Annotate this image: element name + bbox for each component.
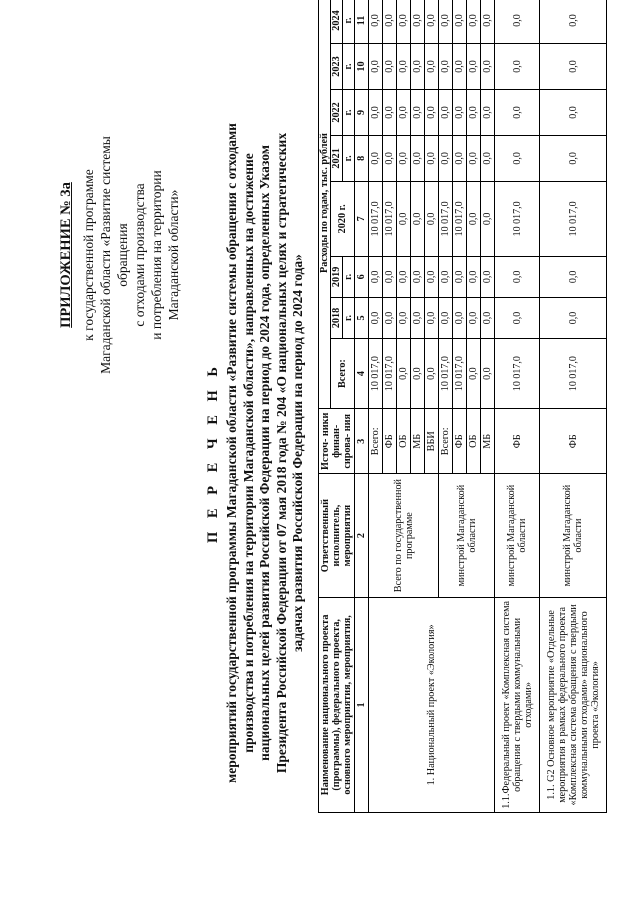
appendix-line-3: обращения [115,223,130,287]
value-cell: 0,0 [397,44,411,90]
value-cell: 0,0 [481,135,495,181]
col-header-total: Всего: [331,339,355,409]
source-cell: Всего: [439,409,453,474]
col-header-source: Источ- ники финан- сирова- ния [319,409,355,474]
source-cell: Всего: [369,409,383,474]
value-cell: 0,0 [411,297,425,338]
value-cell: 0,0 [369,44,383,90]
col-header-year-suffix: г. [343,256,355,297]
federal-project-name-cell: 1.1.Федеральный проект «Комплексная система обращения с твердыми коммунальными отходами» [495,597,540,812]
value-cell: 0,0 [453,297,467,338]
value-cell: 0,0 [540,135,607,181]
col-header-year-2019: 2019 [331,256,343,297]
value-cell: 0,0 [495,135,540,181]
value-cell: 0,0 [467,181,481,256]
value-cell: 0,0 [467,89,481,135]
appendix-title: ПРИЛОЖЕНИЕ № 3а [58,182,74,328]
col-number: 6 [355,256,369,297]
value-cell: 0,0 [540,44,607,90]
value-cell: 10 017,0 [369,181,383,256]
value-cell: 0,0 [453,89,467,135]
executor-cell: Всего по государственной программе [369,474,439,597]
value-cell: 10 017,0 [495,181,540,256]
value-cell: 10 017,0 [439,339,453,409]
col-header-year-suffix: г. [343,44,355,90]
value-cell: 0,0 [439,44,453,90]
col-header-year-2021: 2021 [331,135,343,181]
col-header-year-2023: 2023 [331,44,343,90]
appendix-line-5: и потребления на территории [149,170,164,340]
col-header-year-suffix: г. [343,89,355,135]
value-cell: 0,0 [369,297,383,338]
project-name-cell: 1. Национальный проект «Экология» [369,597,495,812]
value-cell: 0,0 [425,89,439,135]
col-header-expenses: Расходы по годам, тыс. рублей [319,0,331,409]
source-cell: МБ [411,409,425,474]
col-number: 1 [355,597,369,812]
value-cell: 0,0 [495,0,540,44]
subtitle-line-4: Президента Российской Федерации от 07 мая 2018 года № 204 «О национальных целях и стратегических [273,132,289,774]
value-cell: 10 017,0 [540,339,607,409]
value-cell: 0,0 [383,297,397,338]
value-cell: 0,0 [411,181,425,256]
expenditure-table [318,0,607,813]
col-number: 9 [355,89,369,135]
value-cell: 0,0 [411,89,425,135]
value-cell: 0,0 [369,0,383,44]
subtitle-line-2: производства и потребления на территории Магаданской области», направленных на достижение [240,153,256,753]
appendix-line-2: Магаданской области «Развитие системы [98,136,113,374]
value-cell: 0,0 [383,0,397,44]
value-cell: 0,0 [425,339,439,409]
value-cell: 0,0 [481,297,495,338]
source-cell: ФБ [453,409,467,474]
value-cell: 0,0 [439,89,453,135]
value-cell: 0,0 [411,0,425,44]
value-cell: 0,0 [495,297,540,338]
value-cell: 0,0 [383,44,397,90]
value-cell: 0,0 [467,297,481,338]
appendix-line-6: Магаданской области» [166,189,181,321]
value-cell: 10 017,0 [383,181,397,256]
value-cell: 0,0 [467,44,481,90]
col-number: 2 [355,474,369,597]
subtitle-line-3: национальных целей развития Российской Федерации на период до 2024 года, определенных Указом [257,145,272,761]
appendix-header [58,90,182,420]
value-cell: 0,0 [453,135,467,181]
value-cell: 0,0 [453,44,467,90]
col-number: 5 [355,297,369,338]
source-cell: ВБИ [425,409,439,474]
value-cell: 0,0 [383,256,397,297]
source-cell: ФБ [495,409,540,474]
value-cell: 0,0 [397,181,411,256]
value-cell: 10 017,0 [453,339,467,409]
value-cell: 0,0 [425,181,439,256]
value-cell: 0,0 [425,135,439,181]
value-cell: 0,0 [411,256,425,297]
executor-cell: минстрой Магаданской области [540,474,607,597]
value-cell: 0,0 [369,89,383,135]
value-cell: 0,0 [369,256,383,297]
value-cell: 0,0 [453,0,467,44]
value-cell: 0,0 [397,339,411,409]
value-cell: 0,0 [397,135,411,181]
value-cell: 0,0 [425,44,439,90]
value-cell: 0,0 [439,256,453,297]
value-cell: 0,0 [467,135,481,181]
value-cell: 0,0 [481,339,495,409]
value-cell: 0,0 [467,0,481,44]
col-header-year-2024: 2024 [331,0,343,44]
subtitle-line-5: задачах развития Российской Федерации на период до 2024 года» [290,254,305,652]
value-cell: 0,0 [540,297,607,338]
document-subtitle [224,23,307,883]
value-cell: 0,0 [481,256,495,297]
col-header-year-suffix: г. [343,0,355,44]
col-header-year-2022: 2022 [331,89,343,135]
col-header-year-suffix: г. [343,297,355,338]
value-cell: 0,0 [481,89,495,135]
value-cell: 0,0 [397,297,411,338]
value-cell: 0,0 [425,0,439,44]
value-cell: 0,0 [411,44,425,90]
value-cell: 0,0 [439,135,453,181]
value-cell: 0,0 [453,256,467,297]
value-cell: 0,0 [397,256,411,297]
value-cell: 10 017,0 [540,181,607,256]
value-cell: 10 017,0 [439,181,453,256]
executor-cell: минстрой Магаданской области [439,474,495,597]
value-cell: 0,0 [481,0,495,44]
value-cell: 0,0 [411,339,425,409]
subtitle-line-1: мероприятий государственной программы Магаданской области «Развитие системы обращения с отходами [224,123,239,783]
value-cell: 10 017,0 [369,339,383,409]
source-cell: ФБ [383,409,397,474]
source-cell: ФБ [540,409,607,474]
value-cell: 0,0 [369,135,383,181]
value-cell: 0,0 [481,181,495,256]
value-cell: 0,0 [383,135,397,181]
value-cell: 10 017,0 [453,181,467,256]
value-cell: 10 017,0 [383,339,397,409]
value-cell: 0,0 [540,256,607,297]
source-cell: ОБ [467,409,481,474]
appendix-line-4: с отходами производства [132,183,147,327]
value-cell: 0,0 [425,297,439,338]
col-number: 10 [355,44,369,90]
value-cell: 0,0 [540,89,607,135]
col-header-year-2020: 2020 г. [331,181,355,256]
value-cell: 0,0 [439,297,453,338]
col-header-year-suffix: г. [343,135,355,181]
col-header-name: Наименование национального проекта (программы), федерального проекта, основного мероприятия, мероприятия, [319,597,355,812]
value-cell: 0,0 [495,256,540,297]
value-cell: 0,0 [495,89,540,135]
source-cell: МБ [481,409,495,474]
value-cell: 0,0 [467,339,481,409]
col-number: 11 [355,0,369,44]
value-cell: 0,0 [425,256,439,297]
appendix-line-1: к государственной программе [81,169,96,341]
col-header-executor: Ответственный исполнитель, мероприятия [319,474,355,597]
col-number: 8 [355,135,369,181]
value-cell: 0,0 [481,44,495,90]
value-cell: 0,0 [540,0,607,44]
source-cell: ОБ [397,409,411,474]
value-cell: 0,0 [411,135,425,181]
value-cell: 0,0 [397,0,411,44]
document-title: П Е Р Е Ч Е Н Ь [205,361,221,544]
value-cell: 10 017,0 [495,339,540,409]
main-event-name-cell: 1.1. G2 Основное мероприятие «Отдельные мероприятия в рамках федерального проекта «Комплексная система обращения с твердыми коммунальными отходами» национального проекта «Экология» [540,597,607,812]
col-number: 3 [355,409,369,474]
col-number: 4 [355,339,369,409]
value-cell: 0,0 [383,89,397,135]
col-number: 7 [355,181,369,256]
value-cell: 0,0 [397,89,411,135]
col-header-year-2018: 2018 [331,297,343,338]
value-cell: 0,0 [439,0,453,44]
executor-cell: минстрой Магаданской области [495,474,540,597]
value-cell: 0,0 [495,44,540,90]
value-cell: 0,0 [467,256,481,297]
